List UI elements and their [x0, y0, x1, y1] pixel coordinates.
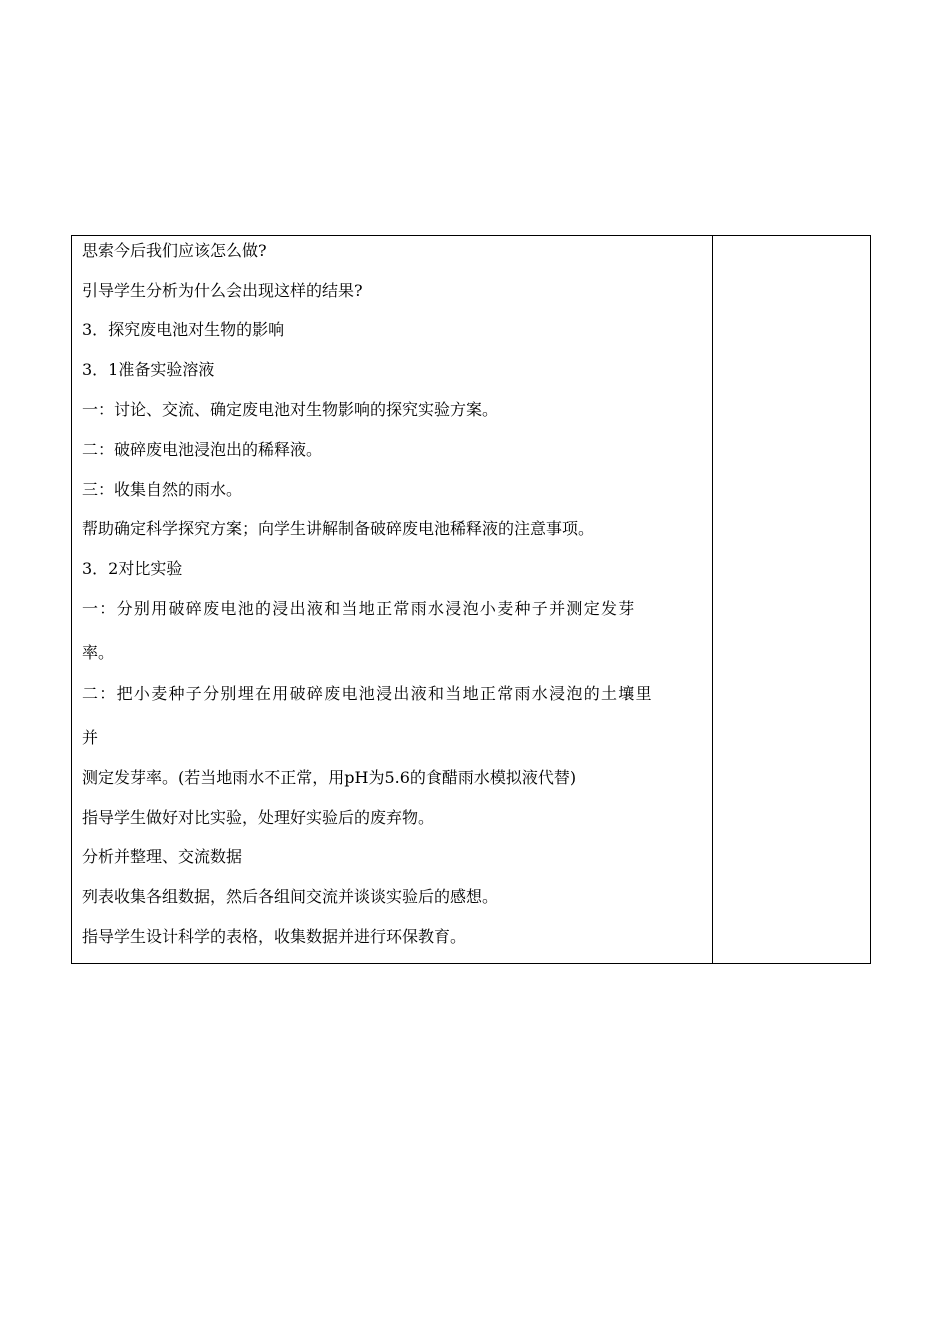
text-line: 帮助确定科学探究方案；向学生讲解制备破碎废电池稀释液的注意事项。	[82, 519, 595, 538]
text-line: 二：把小麦种子分别埋在用破碎废电池浸出液和当地正常雨水浸泡的土壤里	[82, 684, 653, 703]
text-line: 一：分别用破碎废电池的浸出液和当地正常雨水浸泡小麦种子并测定发芽	[82, 599, 636, 618]
text-line: 列表收集各组数据，然后各组间交流并谈谈实验后的感想。	[82, 887, 499, 906]
text-line: 一：讨论、交流、确定废电池对生物影响的探究实验方案。	[82, 400, 499, 419]
text-line: 3．探究废电池对生物的影响	[82, 320, 285, 339]
text-line: 率。	[82, 643, 115, 662]
text-line: 测定发芽率。(若当地雨水不正常，用pH为5.6的食醋雨水模拟液代替)	[82, 768, 577, 787]
text-line: 指导学生设计科学的表格，收集数据并进行环保教育。	[82, 927, 467, 946]
text-line: 3．1准备实验溶液	[82, 360, 215, 379]
text-line: 三：收集自然的雨水。	[82, 480, 243, 499]
text-line: 3．2对比实验	[82, 559, 183, 578]
text-line: 二：破碎废电池浸泡出的稀释液。	[82, 440, 323, 459]
lesson-table	[71, 235, 871, 964]
text-line: 引导学生分析为什么会出现这样的结果?	[82, 281, 363, 300]
text-line: 思索今后我们应该怎么做?	[82, 241, 267, 260]
text-line: 指导学生做好对比实验，处理好实验后的废弃物。	[82, 808, 435, 827]
text-line: 并	[82, 728, 99, 747]
text-line: 分析并整理、交流数据	[82, 847, 243, 866]
notes-cell	[713, 236, 870, 963]
lesson-content-cell	[72, 236, 713, 963]
